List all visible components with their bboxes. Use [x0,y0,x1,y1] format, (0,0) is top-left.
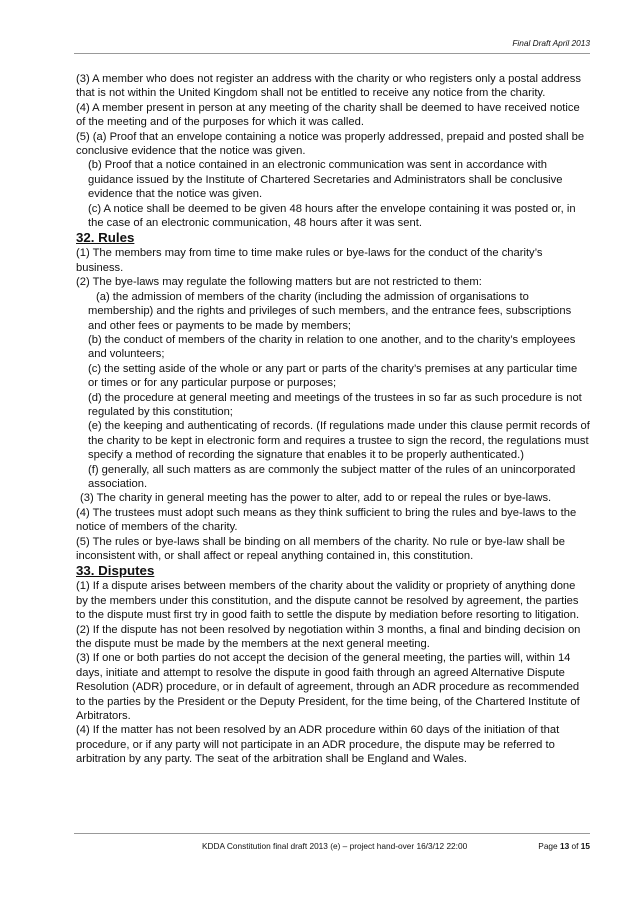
clause-31-4: (4) A member present in person at any meeting of the charity shall be deemed to have received notice of the meeting and of the purposes for which it was called. [76,101,580,129]
clause-32-2: (2) The bye-laws may regulate the following matters but are not restricted to them: [76,276,482,289]
clause-32-4: (4) The trustees must adopt such means as they think sufficient to bring the rules and bye-laws to the notice of members of the charity. [76,506,577,534]
clause-32-3: (3) The charity in general meeting has the power to alter, add to or repeal the rules or bye-laws. [80,492,552,505]
clause-32-2b: (b) the conduct of members of the charity in relation to one another, and to the charity’s employees and volunteers; [88,333,576,361]
clause-33-3: (3) If one or both parties do not accept the decision of the general meeting, the parties will, within 14 days, initiate and attempt to resolve the dispute in good faith through an agreed Alternative Dispute Resolution (ADR) procedure, or in default of agreement, through an ADR procedure as recommended to the parties by the President or the Deputy President, for the time being, of the Chartered Institute of Arbitrators. [76,652,580,723]
footer-doc-ref: KDDA Constitution final draft 2013 (e) – project hand-over 16/3/12 22:00 [202,841,468,851]
section-heading-disputes: 33. Disputes [76,563,155,579]
section-heading-rules: 32. Rules [76,230,135,246]
clause-32-2e: (e) the keeping and authenticating of records. (If regulations made under this clause permit records of the charity to be kept in electronic form and requires a trustee to sign the record, the regulations must specify a method of recording the signature that enables it to be properly authenticated.) [88,420,590,462]
header-rule [74,53,590,54]
clause-33-1: (1) If a dispute arises between members of the charity about the validity or propriety of anything done by the members under this constitution, and the dispute cannot be resolved by agreement, the parties to the dispute must first try in good faith to settle the dispute by mediation before resorting to litigation. [76,580,580,622]
clause-32-5: (5) The rules or bye-laws shall be binding on all members of the charity. No rule or bye-law shall be inconsistent with, or shall affect or repeal anything contained in, this constitution. [76,535,565,562]
clause-31-5a: (5) (a) Proof that an envelope containing a notice was properly addressed, prepaid and posted shall be conclusive evidence that the notice was given. [76,130,585,158]
clause-32-2d: (d) the procedure at general meeting and meetings of the trustees in so far as such procedure is not regulated by this constitution; [88,391,582,418]
clause-33-4: (4) If the matter has not been resolved by an ADR procedure within 60 days of the initiation of that procedure, or if any party will not participate in an ADR procedure, the dispute may be referred to arbitration by any party. The seat of the arbitration shall be England and Wales. [76,724,560,766]
clause-31-3: (3) A member who does not register an address with the charity or who registers only a postal address that is not within the United Kingdom shall not be entitled to receive any notice from the charity. [76,73,581,100]
clause-31-5c: (c) A notice shall be deemed to be given 48 hours after the envelope containing it was posted or, in the case of an electronic communication, 48 hours after it was sent. [88,202,576,230]
footer-page-number: Page 13 of 15 [538,841,590,851]
footer-rule [74,833,590,834]
clause-32-2a: (a) the admission of members of the charity (including the admission of organisations to membership) and the rights and privileges of such members, and the entrance fees, subscriptions and other fees or payments to be made by members; [88,290,572,332]
clause-32-1: (1) The members may from time to time make rules or bye-laws for the conduct of the charity’s business. [76,247,543,274]
clause-31-5b: (b) Proof that a notice contained in an electronic communication was sent in accordance with guidance issued by the Institute of Chartered Secretaries and Administrators shall be conclusive evidence that the notice was given. [88,159,563,201]
clause-32-2f: (f) generally, all such matters as are commonly the subject matter of the rules of an unincorporated association. [88,463,576,490]
document-body [76,72,590,767]
clause-33-2: (2) If the dispute has not been resolved by negotiation within 3 months, a final and binding decision on the dispute must be made by the members at the next general meeting. [76,623,581,651]
clause-32-2c: (c) the setting aside of the whole or any part or parts of the charity’s premises at any particular time or times or for any particular purpose or purposes; [88,362,578,390]
header-draft-label: Final Draft April 2013 [512,38,590,48]
